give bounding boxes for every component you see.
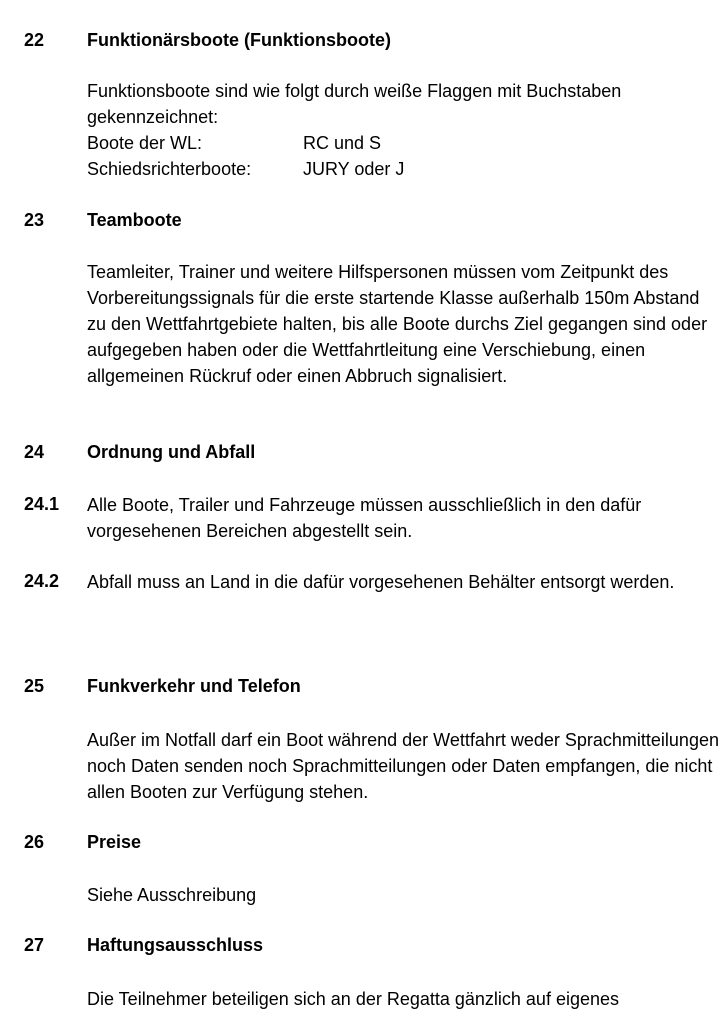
definition-row xyxy=(87,130,719,156)
subsection-number: 24.2 xyxy=(24,571,60,591)
section-body xyxy=(87,78,719,182)
section-heading: Funktionärsboote (Funktionsboote) xyxy=(87,30,391,50)
section-heading: Ordnung und Abfall xyxy=(87,442,256,462)
section-heading: Preise xyxy=(87,832,142,852)
section-heading: Funkverkehr und Telefon xyxy=(87,676,301,696)
subsection-body: Alle Boote, Trailer und Fahrzeuge müssen ausschließlich in den dafür vorgesehenen Bereichen abgestellt sein. xyxy=(87,495,642,541)
definition-value: RC und S xyxy=(303,133,382,153)
section-body: Außer im Notfall darf ein Boot während der Wettfahrt weder Sprachmitteilungen noch Daten senden noch Sprachmitteilungen oder Daten empfangen, die nicht allen Booten zur Verfügung stehen. xyxy=(87,730,719,802)
section-number: 26 xyxy=(24,832,45,852)
section-number: 24 xyxy=(24,442,45,462)
section-number: 25 xyxy=(24,676,45,696)
section-body: Die Teilnehmer beteiligen sich an der Regatta gänzlich auf eigenes xyxy=(87,989,620,1009)
subsection-number: 24.1 xyxy=(24,494,60,514)
section-body: Siehe Ausschreibung xyxy=(87,885,257,905)
definition-row xyxy=(87,156,719,182)
section-body: Teamleiter, Trainer und weitere Hilfspersonen müssen vom Zeitpunkt des Vorbereitungssignals für die erste startende Klasse außerhalb 150m Abstand zu den Wettfahrtgebiete halten, bis alle Boote durchs Ziel gegangen sind oder aufgegeben haben oder die Wettfahrtleitung eine Verschiebung, einen allgemeinen Rückruf oder einen Abbruch signalisiert. xyxy=(87,262,708,386)
definition-value: JURY oder J xyxy=(303,159,405,179)
definition-label: Boote der WL: xyxy=(87,133,203,153)
section-heading: Haftungsausschluss xyxy=(87,935,264,955)
subsection-body: Abfall muss an Land in die dafür vorgesehenen Behälter entsorgt werden. xyxy=(87,572,675,592)
section-number: 23 xyxy=(24,210,45,230)
section-heading: Teamboote xyxy=(87,210,182,230)
section-number: 27 xyxy=(24,935,45,955)
section-intro: Funktionsboote sind wie folgt durch weiße Flaggen mit Buchstaben gekennzeichnet: xyxy=(87,81,622,127)
definition-label: Schiedsrichterboote: xyxy=(87,159,252,179)
section-number: 22 xyxy=(24,30,45,50)
